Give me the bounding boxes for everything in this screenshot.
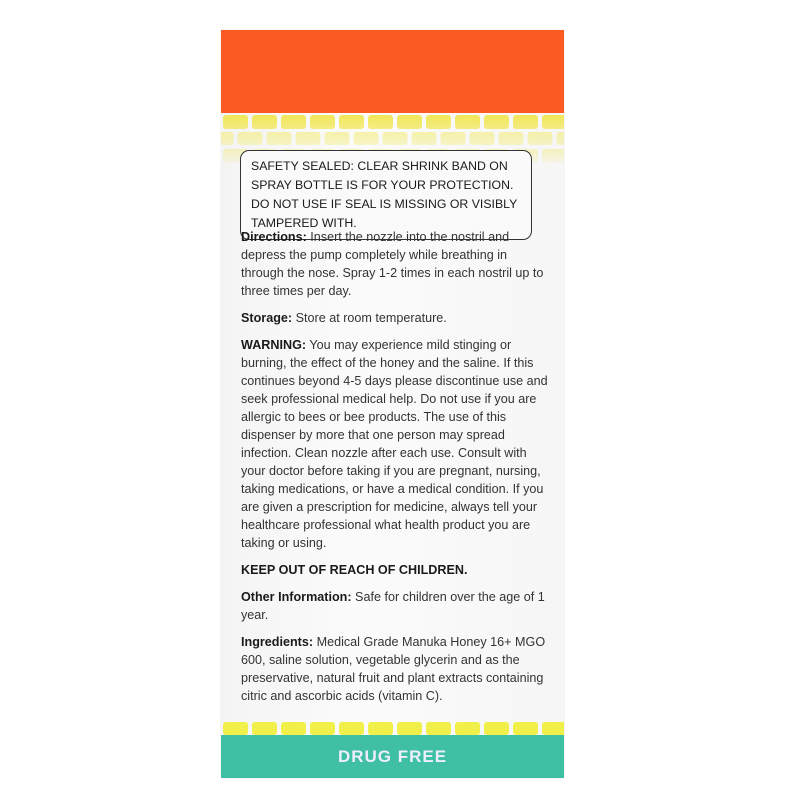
honeycomb-pattern-bottom	[221, 721, 564, 735]
product-box-panel	[221, 30, 564, 778]
other-info-text: Safe for children over the age of 1 year.	[241, 590, 545, 622]
warning-section	[241, 336, 551, 552]
directions-label: Directions:	[241, 230, 307, 244]
warning-text: You may experience mild stinging or burning, the effect of the honey and the saline. If this continues beyond 4-5 days please discontinue use and seek professional medical help. Do not use if you are allergic to bees or bee products. The use of this dispenser by more that one person may spread infection. Clean nozzle after each use. Consult with your doctor before taking if you are pregnant, nursing, taking medications, or have a medical condition. If you are given a prescription for medicine, always tell your healthcare professional what health product you are taking or using.	[241, 338, 548, 550]
keep-out-of-reach: KEEP OUT OF REACH OF CHILDREN.	[241, 563, 468, 577]
drug-free-banner: DRUG FREE	[221, 735, 564, 778]
ingredients-section	[241, 633, 551, 705]
warning-label: WARNING:	[241, 338, 307, 352]
other-info-label: Other Information:	[241, 590, 352, 604]
directions-text: Insert the nozzle into the nostril and depress the pump completely while breathing in through the nose. Spray 1-2 times in each nostril up to three times per day.	[241, 230, 544, 298]
orange-header-band	[221, 30, 564, 113]
directions-section	[241, 228, 551, 300]
ingredients-text: Medical Grade Manuka Honey 16+ MGO 600, saline solution, vegetable glycerin and as the preservative, natural fruit and plant extracts containing citric and ascorbic acids (vitamin C).	[241, 635, 546, 703]
safety-seal-notice: SAFETY SEALED: CLEAR SHRINK BAND ON SPRAY BOTTLE IS FOR YOUR PROTECTION. DO NOT USE IF SEAL IS MISSING OR VISIBLY TAMPERED WITH.	[240, 150, 532, 240]
other-info-section	[241, 588, 551, 624]
storage-text: Store at room temperature.	[292, 311, 447, 325]
storage-label: Storage:	[241, 311, 293, 325]
ingredients-label: Ingredients:	[241, 635, 314, 649]
label-text	[241, 228, 551, 714]
storage-section	[241, 309, 551, 327]
